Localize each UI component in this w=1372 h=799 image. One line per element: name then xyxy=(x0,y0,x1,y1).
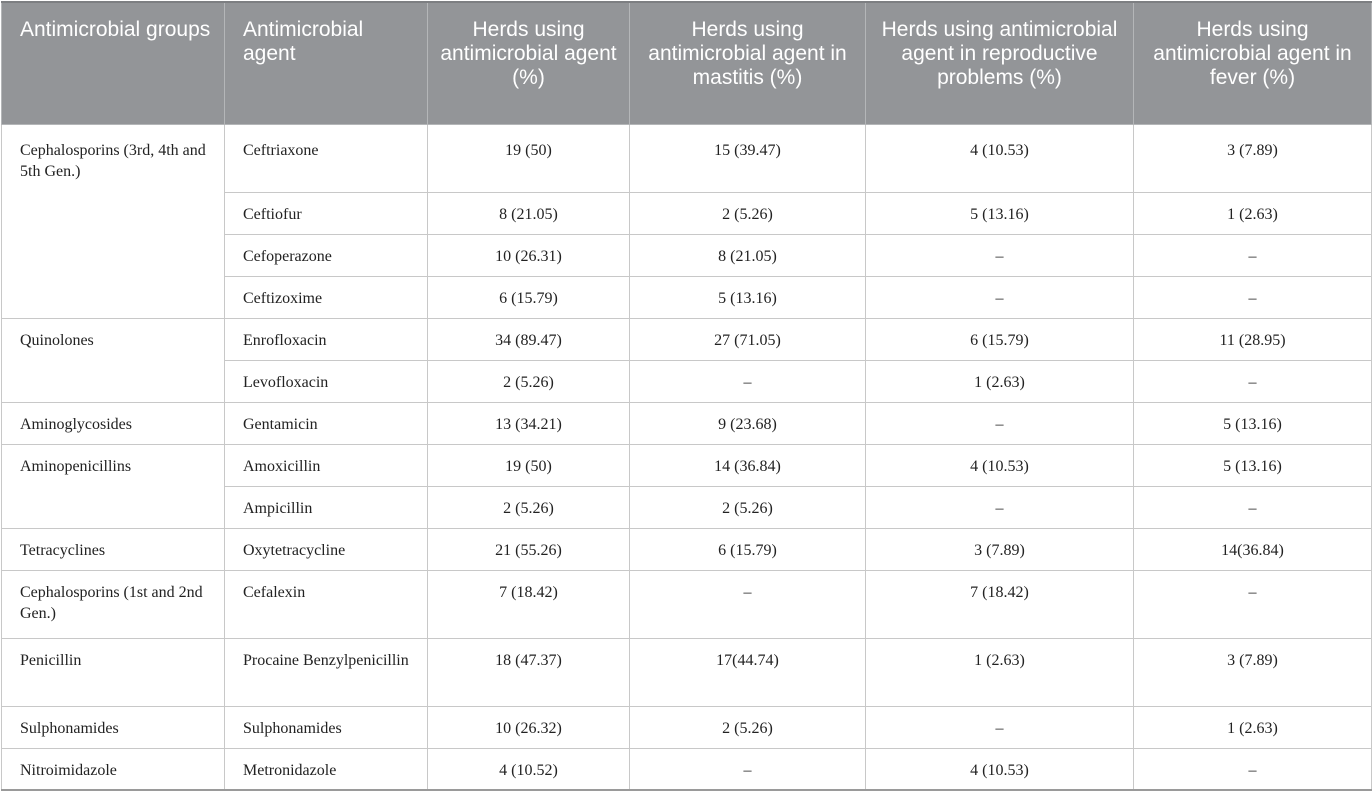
mastitis-value: – xyxy=(743,373,752,391)
mastitis-cell xyxy=(630,276,866,318)
agent-cell xyxy=(225,570,428,638)
fever-cell xyxy=(1134,444,1372,486)
header-herds-mastitis: Herds using antimicrobial agent in mastitis (%) xyxy=(630,2,866,124)
header-antimicrobial-groups: Antimicrobial groups xyxy=(2,2,225,124)
mastitis-cell xyxy=(630,748,866,790)
fever-value: – xyxy=(1248,583,1257,601)
mastitis-value: 15 (39.47) xyxy=(714,141,781,159)
table-row xyxy=(2,318,1372,360)
reproductive-value: 4 (10.53) xyxy=(970,457,1029,475)
fever-value: 5 (13.16) xyxy=(1223,415,1282,433)
agent-cell xyxy=(225,528,428,570)
header-row xyxy=(2,2,1372,124)
mastitis-value: 2 (5.26) xyxy=(722,719,773,737)
table-row xyxy=(2,444,1372,486)
mastitis-cell xyxy=(630,706,866,748)
group-label: Quinolones xyxy=(20,331,94,349)
agent-cell xyxy=(225,360,428,402)
mastitis-cell xyxy=(630,638,866,706)
fever-cell xyxy=(1134,570,1372,638)
total-cell xyxy=(428,748,630,790)
reproductive-value: 4 (10.53) xyxy=(970,141,1029,159)
table-row xyxy=(2,528,1372,570)
agent-label: Ceftizoxime xyxy=(243,289,323,307)
mastitis-value: 5 (13.16) xyxy=(718,289,777,307)
agent-cell xyxy=(225,638,428,706)
fever-value: 1 (2.63) xyxy=(1227,719,1278,737)
table-row xyxy=(2,402,1372,444)
agent-label: Ceftriaxone xyxy=(243,141,319,159)
group-cell xyxy=(2,528,225,570)
mastitis-value: 17(44.74) xyxy=(716,651,779,669)
mastitis-value: 14 (36.84) xyxy=(714,457,781,475)
table-row xyxy=(2,124,1372,192)
fever-cell xyxy=(1134,748,1372,790)
header-herds-fever: Herds using antimicrobial agent in fever (%) xyxy=(1134,2,1372,124)
mastitis-value: 2 (5.26) xyxy=(722,499,773,517)
fever-cell xyxy=(1134,318,1372,360)
reproductive-cell xyxy=(866,360,1134,402)
reproductive-cell xyxy=(866,570,1134,638)
reproductive-value: 3 (7.89) xyxy=(974,541,1025,559)
mastitis-cell xyxy=(630,570,866,638)
group-label: Sulphonamides xyxy=(20,719,119,737)
reproductive-cell xyxy=(866,276,1134,318)
reproductive-cell xyxy=(866,444,1134,486)
total-value: 34 (89.47) xyxy=(495,331,562,349)
fever-cell xyxy=(1134,486,1372,528)
fever-value: – xyxy=(1248,761,1257,779)
total-value: 7 (18.42) xyxy=(499,583,558,601)
fever-value: 11 (28.95) xyxy=(1219,331,1286,349)
agent-cell xyxy=(225,748,428,790)
group-label: Penicillin xyxy=(20,651,82,669)
fever-cell xyxy=(1134,638,1372,706)
fever-cell xyxy=(1134,706,1372,748)
agent-cell xyxy=(225,192,428,234)
agent-label: Cefalexin xyxy=(243,583,306,601)
mastitis-value: 27 (71.05) xyxy=(714,331,781,349)
total-cell xyxy=(428,276,630,318)
reproductive-value: 5 (13.16) xyxy=(970,205,1029,223)
group-label: Cephalosporins (3rd, 4th and 5th Gen.) xyxy=(20,141,206,180)
mastitis-value: 8 (21.05) xyxy=(718,247,777,265)
reproductive-cell xyxy=(866,748,1134,790)
total-value: 6 (15.79) xyxy=(499,289,558,307)
reproductive-cell xyxy=(866,486,1134,528)
antimicrobial-usage-table xyxy=(1,1,1372,791)
fever-cell xyxy=(1134,402,1372,444)
reproductive-value: – xyxy=(995,719,1004,737)
agent-label: Cefoperazone xyxy=(243,247,332,265)
fever-value: 5 (13.16) xyxy=(1223,457,1282,475)
reproductive-value: 6 (15.79) xyxy=(970,331,1029,349)
group-cell xyxy=(2,402,225,444)
total-value: 4 (10.52) xyxy=(499,761,558,779)
reproductive-cell xyxy=(866,124,1134,192)
fever-cell xyxy=(1134,234,1372,276)
group-label: Aminoglycosides xyxy=(20,415,132,433)
table-row xyxy=(2,638,1372,706)
group-cell xyxy=(2,444,225,528)
total-value: 18 (47.37) xyxy=(495,651,562,669)
agent-cell xyxy=(225,234,428,276)
mastitis-cell xyxy=(630,444,866,486)
reproductive-cell xyxy=(866,706,1134,748)
reproductive-cell xyxy=(866,528,1134,570)
group-label: Nitroimidazole xyxy=(20,761,117,779)
header-antimicrobial-agent: Antimicrobial agent xyxy=(225,2,428,124)
group-label: Aminopenicillins xyxy=(20,457,132,475)
reproductive-value: – xyxy=(995,247,1004,265)
mastitis-value: – xyxy=(743,583,752,601)
agent-label: Levofloxacin xyxy=(243,373,329,391)
total-cell xyxy=(428,318,630,360)
reproductive-value: 4 (10.53) xyxy=(970,761,1029,779)
table-row xyxy=(2,748,1372,790)
total-cell xyxy=(428,638,630,706)
fever-cell xyxy=(1134,192,1372,234)
header-herds-using-agent: Herds using antimicrobial agent (%) xyxy=(428,2,630,124)
mastitis-cell xyxy=(630,402,866,444)
reproductive-value: 1 (2.63) xyxy=(974,373,1025,391)
agent-cell xyxy=(225,706,428,748)
fever-value: – xyxy=(1248,289,1257,307)
reproductive-value: 7 (18.42) xyxy=(970,583,1029,601)
mastitis-cell xyxy=(630,124,866,192)
mastitis-cell xyxy=(630,192,866,234)
agent-label: Sulphonamides xyxy=(243,719,342,737)
reproductive-cell xyxy=(866,318,1134,360)
mastitis-cell xyxy=(630,318,866,360)
fever-value: – xyxy=(1248,499,1257,517)
mastitis-value: 2 (5.26) xyxy=(722,205,773,223)
group-label: Cephalosporins (1st and 2nd Gen.) xyxy=(20,583,203,622)
group-cell xyxy=(2,638,225,706)
fever-value: 1 (2.63) xyxy=(1227,205,1278,223)
total-value: 21 (55.26) xyxy=(495,541,562,559)
reproductive-value: – xyxy=(995,415,1004,433)
table-row xyxy=(2,706,1372,748)
reproductive-cell xyxy=(866,234,1134,276)
mastitis-value: 9 (23.68) xyxy=(718,415,777,433)
agent-cell xyxy=(225,276,428,318)
group-label: Tetracyclines xyxy=(20,541,106,559)
reproductive-cell xyxy=(866,402,1134,444)
total-cell xyxy=(428,402,630,444)
total-value: 2 (5.26) xyxy=(503,373,554,391)
total-cell xyxy=(428,570,630,638)
total-value: 19 (50) xyxy=(505,457,552,475)
agent-label: Procaine Benzylpenicillin xyxy=(243,651,409,669)
total-cell xyxy=(428,706,630,748)
total-value: 8 (21.05) xyxy=(499,205,558,223)
group-cell xyxy=(2,748,225,790)
group-cell xyxy=(2,318,225,402)
mastitis-value: 6 (15.79) xyxy=(718,541,777,559)
fever-value: 3 (7.89) xyxy=(1227,141,1278,159)
total-cell xyxy=(428,234,630,276)
fever-value: 14(36.84) xyxy=(1221,541,1284,559)
agent-label: Ceftiofur xyxy=(243,205,302,223)
fever-value: 3 (7.89) xyxy=(1227,651,1278,669)
total-value: 2 (5.26) xyxy=(503,499,554,517)
total-value: 10 (26.32) xyxy=(495,719,562,737)
fever-cell xyxy=(1134,360,1372,402)
agent-cell xyxy=(225,318,428,360)
mastitis-cell xyxy=(630,360,866,402)
agent-label: Gentamicin xyxy=(243,415,318,433)
reproductive-cell xyxy=(866,192,1134,234)
reproductive-value: – xyxy=(995,499,1004,517)
agent-label: Metronidazole xyxy=(243,761,337,779)
agent-label: Amoxicillin xyxy=(243,457,321,475)
mastitis-cell xyxy=(630,486,866,528)
fever-value: – xyxy=(1248,247,1257,265)
agent-cell xyxy=(225,486,428,528)
mastitis-cell xyxy=(630,528,866,570)
total-cell xyxy=(428,360,630,402)
group-cell xyxy=(2,570,225,638)
fever-value: – xyxy=(1248,373,1257,391)
fever-cell xyxy=(1134,276,1372,318)
mastitis-cell xyxy=(630,234,866,276)
reproductive-value: 1 (2.63) xyxy=(974,651,1025,669)
header-herds-reproductive: Herds using antimicrobial agent in reproductive problems (%) xyxy=(866,2,1134,124)
fever-cell xyxy=(1134,124,1372,192)
total-value: 19 (50) xyxy=(505,141,552,159)
total-cell xyxy=(428,192,630,234)
total-cell xyxy=(428,486,630,528)
agent-label: Enrofloxacin xyxy=(243,331,327,349)
fever-cell xyxy=(1134,528,1372,570)
agent-cell xyxy=(225,124,428,192)
total-cell xyxy=(428,124,630,192)
group-cell xyxy=(2,124,225,318)
mastitis-value: – xyxy=(743,761,752,779)
total-value: 13 (34.21) xyxy=(495,415,562,433)
group-cell xyxy=(2,706,225,748)
reproductive-cell xyxy=(866,638,1134,706)
agent-cell xyxy=(225,444,428,486)
total-cell xyxy=(428,528,630,570)
agent-label: Ampicillin xyxy=(243,499,313,517)
total-cell xyxy=(428,444,630,486)
agent-cell xyxy=(225,402,428,444)
reproductive-value: – xyxy=(995,289,1004,307)
total-value: 10 (26.31) xyxy=(495,247,562,265)
table-row xyxy=(2,570,1372,638)
agent-label: Oxytetracycline xyxy=(243,541,346,559)
